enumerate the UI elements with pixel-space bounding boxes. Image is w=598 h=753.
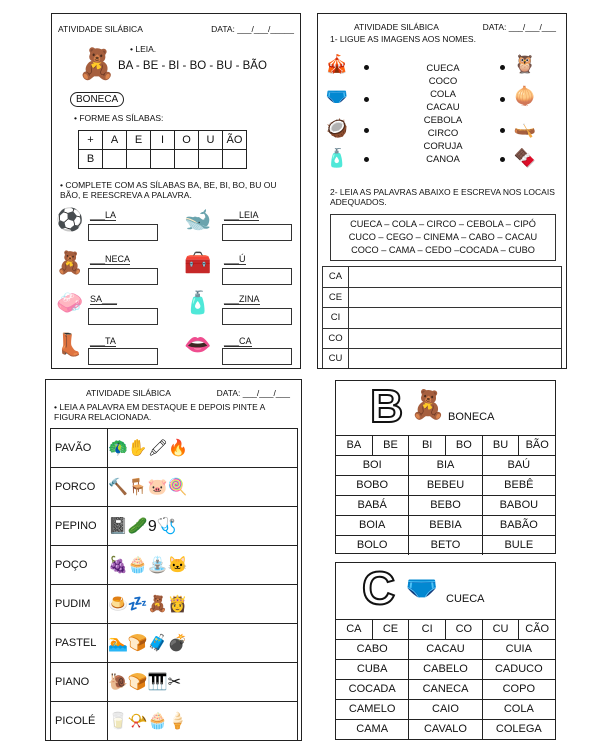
word-row: BABÁ BEBO BABOU [336,495,555,515]
word-list [408,62,478,166]
hand-icon[interactable]: ✋ [127,440,148,457]
word-row: BOI BIA BAÚ [336,455,555,475]
word-bank-line: CUCO – CEGO – CINEMA – CABO – CACAU [348,232,538,242]
hammer-icon[interactable]: 🔨 [108,479,128,496]
word-row: BOLO BETO BULE [336,535,555,555]
sheet-header [80,388,296,398]
table-icon[interactable]: 🪑 [127,479,148,496]
suitcase-icon[interactable]: 🧳 [147,635,168,652]
chest-icon: 🧰 [184,251,212,276]
syllable-head-row: CA CE CI CO CU CÃO [336,619,555,639]
stethoscope-icon[interactable]: 🩺 [156,518,177,535]
date-field: DATA: ___/___/___ [482,22,556,32]
question-1: 1- LIGUE AS IMAGENS AOS NOMES. [330,34,476,44]
cupcake-icon[interactable]: 🧁 [147,713,168,730]
table-row: PAVÃO 🦚✋🖍🔥 [51,429,298,468]
answer-box[interactable] [222,224,292,241]
table-row: CA [323,267,562,288]
peacock-icon[interactable]: 🦚 [108,440,128,457]
answer-box[interactable] [88,224,158,241]
syllable-table [336,435,555,555]
table-row: PUDIM 🍮💤🧸👸 [51,585,298,624]
answer-cell[interactable] [349,267,562,288]
word-item: CANOA [426,154,460,165]
grid-header-row: + A E I O U ÃO [79,131,247,150]
grid-cell[interactable] [175,150,199,169]
word-label: CUECA [446,593,485,605]
popsicle-icon[interactable]: 🍦 [167,713,188,730]
worksheet-syllables-b [51,13,301,369]
fill-blank: ___ZINA [224,294,260,304]
table-row: PIANO 🐌🍞🎹✂ [51,663,298,702]
syllable-family-cards [335,380,556,742]
match-dot[interactable] [364,65,369,70]
word-bank [330,214,556,261]
perfume-icon: 🧴 [184,291,212,316]
table-row: CO [323,328,562,349]
teddy-bear-icon[interactable]: 🧸 [147,596,168,613]
table-row: POÇO 🍇🧁⛲🐱 [51,546,298,585]
word-row: BOIA BEBIA BABÃO [336,515,555,535]
table-row: CU [323,349,562,370]
answer-box[interactable] [88,308,158,325]
syllables-line: BA - BE - BI - BO - BU - BÃO [118,60,267,72]
cucumber-icon[interactable]: 🥒 [127,518,148,535]
canoe-icon: 🛶 [513,118,537,139]
match-dot[interactable] [364,128,369,133]
word-row: CAMA CAVALO COLEGA [336,719,555,739]
doll-icon: 🧸 [56,251,84,276]
sheet-title: ATIVIDADE SILÁBICA [354,22,439,32]
soap-icon: 🧼 [56,291,84,316]
answer-cell[interactable] [349,349,562,370]
whistle-icon[interactable]: 📯 [127,713,148,730]
word-row: BOBO BEBEU BEBÊ [336,475,555,495]
answer-box[interactable] [88,268,158,285]
doll-icon: 🧸 [78,47,116,82]
read-label: • LEIA. [130,44,157,54]
soccer-ball-icon: ⚽ [56,208,84,233]
answer-cell[interactable] [349,287,562,308]
sheet-title: ATIVIDADE SILÁBICA [58,24,143,34]
picture-table [50,428,298,741]
match-dot[interactable] [364,97,369,102]
word-item: COLA [430,89,456,100]
word-row: COCADA CANECA COPO [336,679,555,699]
grid-cell[interactable] [151,150,175,169]
scissors-icon[interactable]: ✂ [167,674,182,691]
whale-icon: 🐋 [184,208,212,233]
complete-instruction: • COMPLETE COM AS SÍLABAS BA, BE, BI, BO, BU OU BÃO, E REESCREVA A PALAVRA. [60,180,277,200]
grid-cell[interactable] [127,150,151,169]
onion-icon: 🧅 [513,86,537,107]
cat-icon[interactable]: 🐱 [167,557,188,574]
crayon-icon[interactable]: 🖍 [147,440,169,457]
word-item: CORUJA [423,141,463,152]
syllable-head-row: BA BE BI BO BU BÃO [336,435,555,455]
grapes-icon[interactable]: 🍇 [108,557,128,574]
word-row: CAMELO CAIO COLA [336,699,555,719]
word-item: CEBOLA [423,115,463,126]
answer-box[interactable] [222,268,292,285]
form-label: • FORME AS SÍLABAS: [74,113,164,123]
fill-blank: ___LA [90,210,117,220]
answer-box[interactable] [222,308,292,325]
pillow-icon[interactable]: 💤 [127,596,148,613]
table-row: PASTEL 🏊🍞🧳💣 [51,624,298,663]
grid-cell[interactable] [199,150,223,169]
number-nine-icon[interactable]: 9 [147,518,157,535]
syllable-sort-table [322,266,562,369]
table-row: PEPINO 📓🥒9🩺 [51,507,298,546]
word-bank-line: COCO – CAMA – CEDO –COCADA – CUBO [351,245,535,255]
word-item: CUECA [426,63,460,74]
answer-box[interactable] [88,348,158,365]
fill-blank: SA___ [90,294,118,304]
word-row: CUBA CABELO CADUCO [336,659,555,679]
pig-icon[interactable]: 🐷 [147,479,168,496]
match-dot[interactable] [500,157,505,162]
date-field: DATA: ___/___/___ [216,388,290,398]
table-row: CI [323,308,562,329]
word-item: CACAU [426,102,460,113]
underwear-icon: 🩲 [405,573,439,603]
coconut-icon: 🥥 [325,118,349,139]
swimmer-icon[interactable]: 🏊 [108,635,128,652]
sheet-title: ATIVIDADE SILÁBICA [86,388,171,398]
snail-icon[interactable]: 🐌 [108,674,128,691]
fill-blank: ___Ú [224,254,246,264]
worksheet-syllables-c [317,13,567,369]
match-dot[interactable] [500,65,505,70]
instruction: • LEIA A PALAVRA EM DESTAQUE E DEPOIS PINTE A FIGURA RELACIONADA. [54,402,265,422]
word-label: BONECA [70,92,124,107]
word-bank-line: CUECA – COLA – CIRCO – CEBOLA – CIPÓ [350,219,536,229]
sheet-header [348,22,562,32]
boot-icon: 👢 [56,333,84,358]
table-row: PORCO 🔨🪑🐷🍭 [51,468,298,507]
sheet-header [52,24,300,34]
match-dot[interactable] [364,157,369,162]
toast-icon[interactable]: 🍞 [127,674,148,691]
well-icon[interactable]: ⛲ [147,557,168,574]
piano-icon[interactable]: 🎹 [147,674,168,691]
owl-icon: 🦉 [513,54,537,75]
date-field: DATA: ___/___/_____ [211,24,294,34]
table-row: PICOLÉ 🥛📯🧁🍦 [51,702,298,741]
glue-icon: 🧴 [325,148,349,169]
word-label: BONECA [448,411,495,423]
word-row: CABO CACAU CUIA [336,639,555,659]
circus-tent-icon: 🎪 [325,54,349,75]
syllable-grid [78,130,247,169]
question-2: 2- LEIA AS PALAVRAS ABAIXO E ESCREVA NOS LOCAIS ADEQUADOS. [330,187,555,207]
fill-blank: ___NECA [90,254,131,264]
pudding-icon[interactable]: 🍮 [108,596,128,613]
table-row: CE [323,287,562,308]
princess-icon[interactable]: 👸 [167,596,188,613]
match-dot[interactable] [500,97,505,102]
syllable-table [336,619,555,739]
fill-blank: ___CA [224,336,252,346]
answer-box[interactable] [222,348,292,365]
letter-c-card [335,562,556,740]
big-letter: B [370,380,404,432]
grid-cell[interactable] [103,150,127,169]
answer-cell[interactable] [349,328,562,349]
lollipop-icon[interactable]: 🍭 [167,479,188,496]
word-item: CIRCO [427,128,459,139]
match-dot[interactable] [500,128,505,133]
grid-cell[interactable] [223,150,247,169]
notebook-icon[interactable]: 📓 [108,518,128,535]
word-item: COCO [428,76,458,87]
grid-answer-row: B [79,150,247,169]
worksheet-syllables-p [45,379,302,741]
cupcake-icon[interactable]: 🧁 [127,557,148,574]
lips-icon: 👄 [184,333,212,358]
answer-cell[interactable] [349,308,562,329]
underwear-icon: 🩲 [325,86,349,107]
fill-blank: ___TA [90,336,116,346]
fill-blank: ___LEIA [224,210,259,220]
cocoa-icon: 🍫 [513,148,537,169]
bomb-icon[interactable]: 💣 [167,635,188,652]
glass-icon[interactable]: 🥛 [108,713,128,730]
doll-icon: 🧸 [410,388,446,421]
bread-icon[interactable]: 🍞 [127,635,148,652]
campfire-icon[interactable]: 🔥 [168,440,189,457]
big-letter: C [362,562,396,614]
letter-b-card [335,380,556,554]
